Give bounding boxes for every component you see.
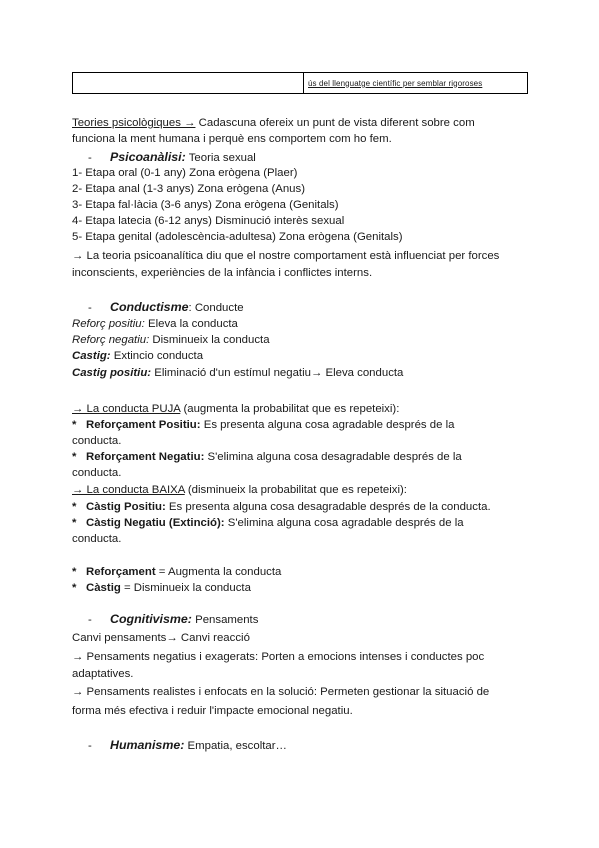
baixa-item [72,500,491,514]
bullet-star: * [72,566,77,578]
cognitivisme-heading: Cognitivisme: [110,612,192,626]
stage-item: 1- Etapa oral (0-1 any) Zona erògena (Plaer) [72,167,298,179]
conduct-item [72,317,238,331]
puja-item-desc: Es presenta alguna cosa agradable després de la [200,419,455,431]
list-dash: - [88,614,92,626]
baixa-item-desc: S'elimina alguna cosa agradable després de la [224,517,464,529]
puja-item-desc: S'elimina alguna cosa desagradable després de la [204,451,462,463]
bullet-star: * [72,451,77,463]
humanisme-heading-line [72,738,287,753]
stage-item: 3- Etapa fal·làcia (3-6 anys) Zona erògena (Genitals) [72,199,339,211]
bullet-star: * [72,501,77,513]
puja-item-term: Reforçament Negatiu: [86,451,205,463]
psicoanalisi-heading-line [72,150,256,165]
baixa-item [72,516,464,530]
list-dash: - [88,152,92,164]
summary-item [72,581,251,595]
teories-intro-text: Cadascuna ofereix un punt de vista diferent sobre com [195,117,475,129]
puja-item [72,418,455,432]
summary-desc: = Disminueix la conducta [120,582,251,594]
cognitivisme-real-line-1: → Pensaments realistes i enfocats en la solució: Permeten gestionar la situació de [72,686,490,698]
conduct-item [72,349,203,363]
conductisme-heading-line [72,300,244,315]
puja-item-continuation: conducta. [72,435,122,447]
bullet-star: * [72,582,77,594]
cognitivisme-heading-line [72,612,258,627]
baixa-title: → La conducta BAIXA [72,484,185,496]
puja-item-continuation: conducta. [72,467,122,479]
bullet-star: * [72,419,77,431]
puja-item [72,450,462,464]
psicoanalisi-note-line-1: → La teoria psicoanalítica diu que el nostre comportament està influenciat per forces [72,250,500,262]
psicoanalisi-sub: Teoria sexual [185,152,256,164]
stage-item: 5- Etapa genital (adolescència-adultesa) Zona erògena (Genitals) [72,231,403,243]
summary-term: Càstig [86,582,121,594]
header-table [72,72,528,94]
psicoanalisi-note-line-2: inconscients, experiències de la infància i conflictes interns. [72,267,373,279]
puja-title-line [72,402,399,416]
baixa-item-continuation: conducta. [72,533,122,545]
psicoanalisi-heading: Psicoanàlisi: [110,150,186,164]
cognitivisme-neg-line-1: → Pensaments negatius i exagerats: Porten a emocions intenses i conductes poc [72,651,485,663]
humanisme-heading: Humanisme: [110,738,185,752]
conduct-item [72,366,403,380]
conduct-item-term: Reforç negatiu: [72,334,150,346]
conduct-item-desc: Disminueix la conducta [149,334,270,346]
conduct-item-term: Reforç positiu: [72,318,145,330]
conduct-item-desc: Eleva la conducta [144,318,238,330]
cognitivisme-neg-line-2: adaptatives. [72,668,134,680]
humanisme-sub: Empatia, escoltar… [184,740,287,752]
table-cell-empty [73,73,304,94]
baixa-item-desc: Es presenta alguna cosa desagradable després de la conducta. [165,501,491,513]
baixa-item-term: Càstig Negatiu (Extinció): [86,517,225,529]
conduct-item-desc: Extincio conducta [110,350,204,362]
baixa-item-term: Càstig Positiu: [86,501,166,513]
puja-item-term: Reforçament Positiu: [86,419,201,431]
cognitivisme-sub: Pensaments [191,614,259,626]
cognitivisme-line: Canvi pensaments→ Canvi reacció [72,632,250,644]
stage-item: 2- Etapa anal (1-3 anys) Zona erògena (Anus) [72,183,306,195]
conduct-item [72,333,270,347]
list-dash: - [88,740,92,752]
conduct-item-desc: Eliminació d'un estímul negatiu→ Eleva conducta [151,367,404,379]
puja-note: (augmenta la probabilitat que es repeteixi): [180,403,400,415]
puja-title: → La conducta PUJA [72,403,181,415]
summary-term: Reforçament [86,566,156,578]
conductisme-sub: : Conducte [188,302,244,314]
teories-title: Teories psicològiques → [72,117,196,129]
summary-item [72,565,281,579]
bullet-star: * [72,517,77,529]
summary-desc: = Augmenta la conducta [155,566,282,578]
teories-intro-line-1 [72,116,475,130]
stage-item: 4- Etapa latecia (6-12 anys) Disminució interès sexual [72,215,345,227]
list-dash: - [88,302,92,314]
teories-intro-line-2: funciona la ment humana i perquè ens comportem com ho fem. [72,133,392,145]
baixa-note: (disminueix la probabilitat que es repeteixi): [184,484,407,496]
conductisme-heading: Conductisme [110,300,189,314]
table-cell-text: ús del llenguatge científic per semblar rigoroses [304,73,528,94]
cognitivisme-real-line-2: forma més efectiva i reduir l'impacte emocional negatiu. [72,705,353,717]
conduct-item-term: Castig: [72,350,111,362]
baixa-title-line [72,483,407,497]
conduct-item-term: Castig positiu: [72,367,152,379]
